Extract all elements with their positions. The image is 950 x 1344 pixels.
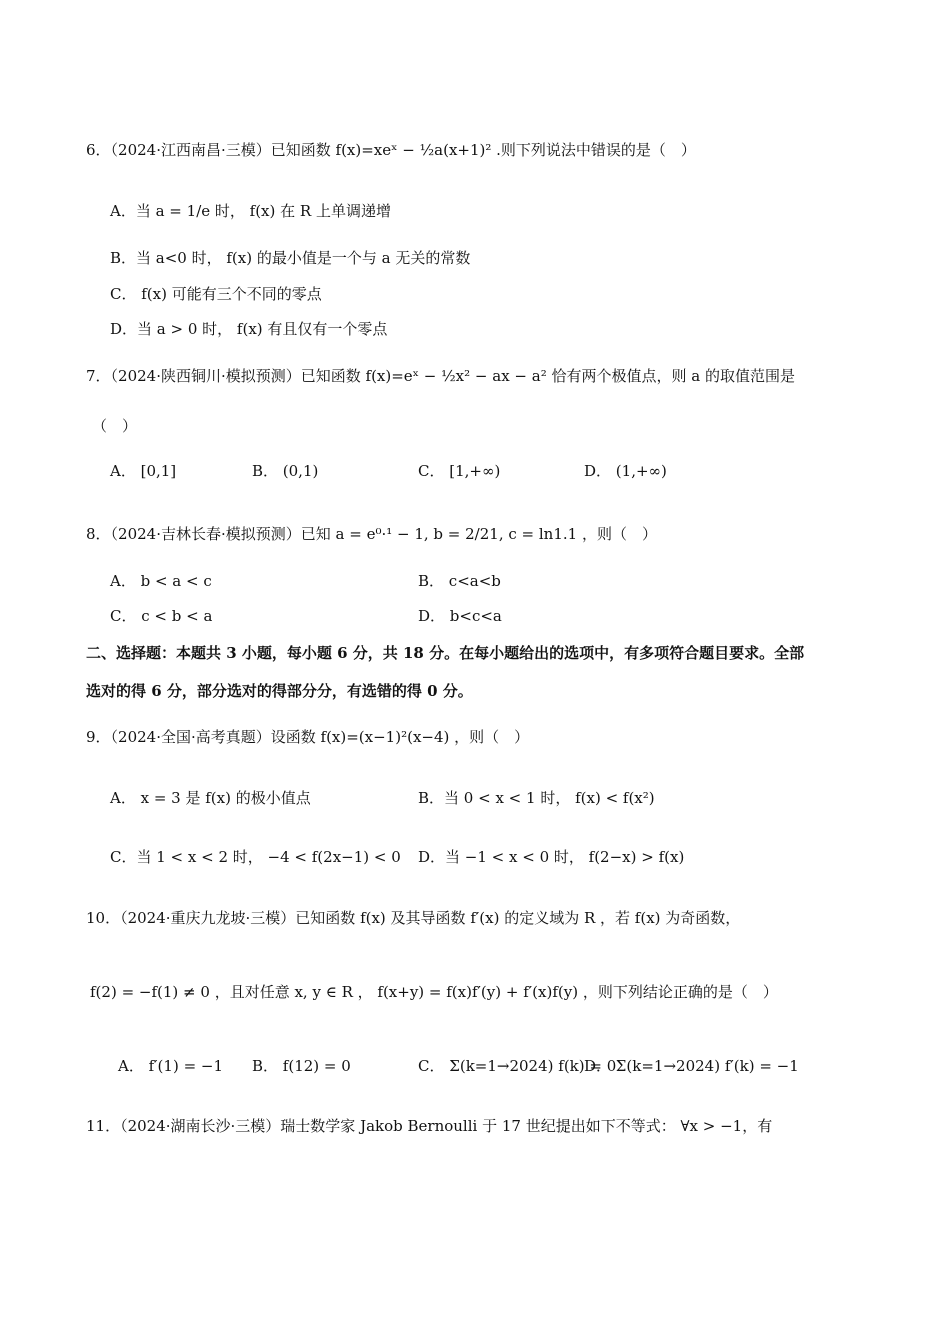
q10-option-a: A． f′(1) = −1: [118, 1057, 224, 1075]
q9-stem: 9．（2024·全国·高考真题）设函数 f(x)=(x−1)²(x−4) ，则（ ）: [86, 728, 530, 746]
q9-option-d: D．当 −1 < x < 0 时， f(2−x) > f(x): [418, 848, 685, 866]
q9-option-b: B．当 0 < x < 1 时， f(x) < f(x²): [418, 789, 655, 807]
q6-option-c: C． f(x) 可能有三个不同的零点: [110, 285, 322, 303]
q6-option-d: D．当 a > 0 时， f(x) 有且仅有一个零点: [110, 320, 388, 338]
section2-heading-line1: 二、选择题：本题共 3 小题，每小题 6 分，共 18 分。在每小题给出的选项中，有多项符合题目要求。全部: [86, 644, 805, 662]
q7-option-b: B． (0,1): [252, 462, 319, 480]
q8-option-a: A． b < a < c: [110, 572, 212, 590]
q8-stem: 8．（2024·吉林长春·模拟预测）已知 a = e⁰·¹ − 1, b = 2/21, c = ln1.1 ，则（ ）: [86, 525, 657, 543]
q7-stem: 7．（2024·陕西铜川·模拟预测）已知函数 f(x)=eˣ − ½x² − ax − a² 恰有两个极值点，则 a 的取值范围是: [86, 367, 795, 385]
q8-option-c: C． c < b < a: [110, 607, 213, 625]
q11-stem: 11．（2024·湖南长沙·三模）瑞士数学家 Jakob Bernoulli 于 17 世纪提出如下不等式： ∀x > −1，有: [86, 1117, 773, 1135]
q7-option-a: A． [0,1]: [110, 462, 177, 480]
q9-option-a: A． x = 3 是 f(x) 的极小值点: [110, 789, 311, 807]
section2-heading-line2: 选对的得 6 分，部分选对的得部分分，有选错的得 0 分。: [86, 682, 473, 700]
q7-paren: （ ）: [92, 417, 138, 435]
q10-condition: f(2) = −f(1) ≠ 0 ，且对任意 x, y ∈ R ， f(x+y) = f(x)f′(y) + f′(x)f(y) ，则下列结论正确的是（ ）: [90, 983, 778, 1001]
q7-option-d: D． (1,+∞): [584, 462, 667, 480]
q10-option-c: C． Σ(k=1→2024) f(k) = 0: [418, 1057, 617, 1075]
q6-option-a: A．当 a = 1/e 时， f(x) 在 R 上单调递增: [110, 202, 391, 220]
q7-option-c: C． [1,+∞): [418, 462, 501, 480]
q9-option-c: C．当 1 < x < 2 时， −4 < f(2x−1) < 0: [110, 848, 401, 866]
q6-option-b: B．当 a<0 时， f(x) 的最小值是一个与 a 无关的常数: [110, 249, 471, 267]
q10-option-d: D． Σ(k=1→2024) f′(k) = −1: [584, 1057, 799, 1075]
q10-stem: 10．（2024·重庆九龙坡·三模）已知函数 f(x) 及其导函数 f′(x) 的定义域为 R ，若 f(x) 为奇函数，: [86, 909, 741, 927]
q8-option-d: D． b<c<a: [418, 607, 502, 625]
q10-option-b: B． f(12) = 0: [252, 1057, 351, 1075]
q6-stem: 6．（2024·江西南昌·三模）已知函数 f(x)=xeˣ − ½a(x+1)² .则下列说法中错误的是（ ）: [86, 141, 696, 159]
q8-option-b: B． c<a<b: [418, 572, 501, 590]
